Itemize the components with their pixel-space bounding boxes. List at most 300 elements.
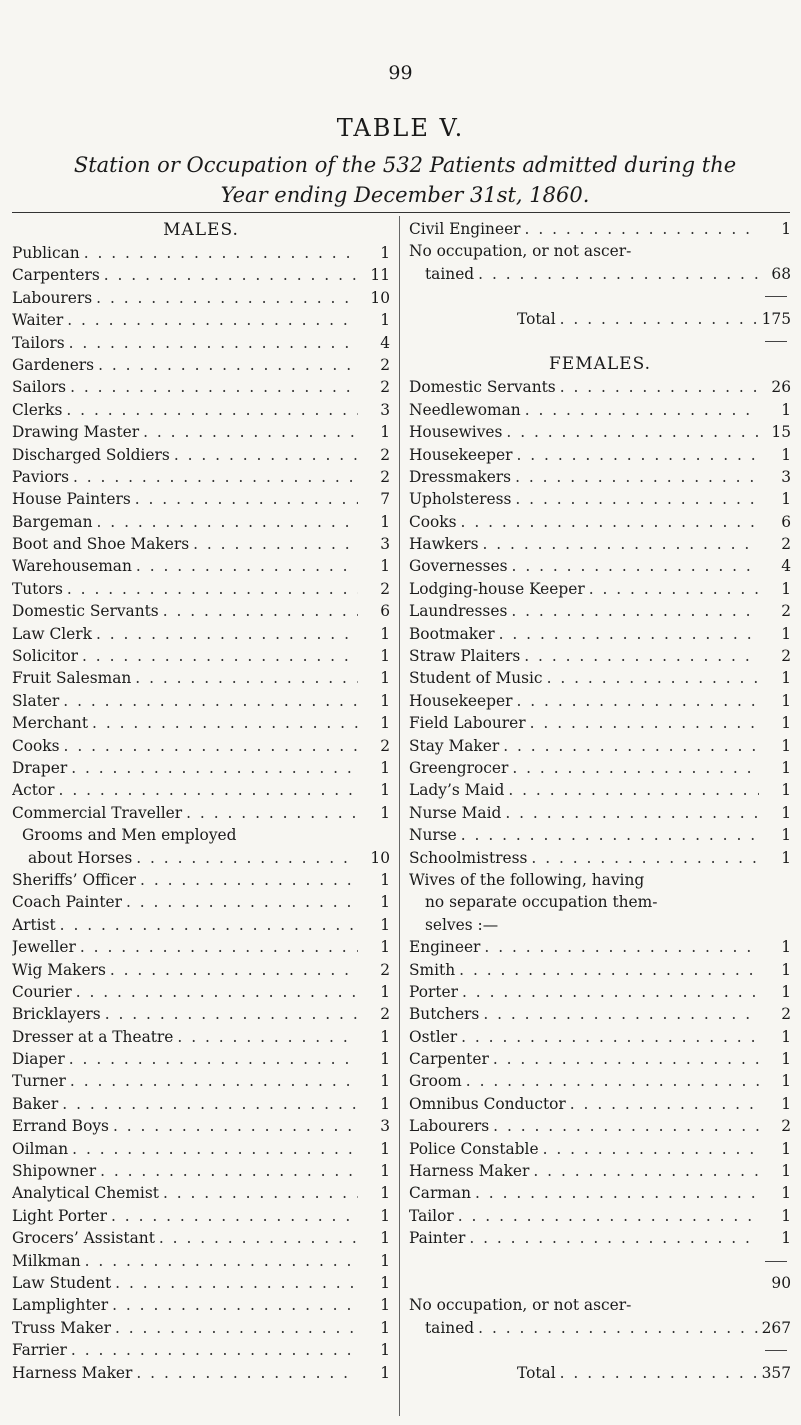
male-occupation-value: 1: [380, 311, 390, 330]
male-occupation-row: [12, 1026, 390, 1048]
males-list-2: [12, 869, 390, 1384]
wife-occupation-label: Ostler: [409, 1027, 458, 1046]
male-occupation-row: [12, 578, 390, 600]
wife-occupation-value: 1: [781, 1229, 791, 1248]
male-occupation-row: [12, 1003, 390, 1025]
civil-engineer-row: [409, 218, 791, 240]
male-occupation-label: Bricklayers: [12, 1005, 101, 1024]
male-occupation-label: Draper: [12, 758, 68, 777]
wife-occupation-row: [409, 1048, 791, 1070]
grooms-value: 10: [370, 848, 390, 867]
male-occupation-value: 1: [380, 893, 390, 912]
wife-occupation-label: Tailor: [409, 1206, 454, 1225]
males-list: [12, 242, 390, 824]
female-occupation-value: 1: [781, 445, 791, 464]
female-occupation-row: [409, 466, 791, 488]
male-occupation-label: Merchant: [12, 714, 89, 733]
male-occupation-row: [12, 1093, 390, 1115]
female-occupation-row: [409, 735, 791, 757]
male-occupation-label: Sailors: [12, 378, 67, 397]
male-occupation-value: 1: [380, 647, 390, 666]
male-occupation-row: [12, 511, 390, 533]
male-occupation-label: Waiter: [12, 311, 64, 330]
male-occupation-label: Light Porter: [12, 1206, 107, 1225]
female-occupation-label: Straw Plaiters: [409, 647, 521, 666]
males-no-occupation-row: [409, 263, 791, 285]
male-occupation-label: Law Student: [12, 1273, 112, 1292]
males-no-occupation-line-1: No occupation, or not ascer-: [409, 242, 632, 261]
female-occupation-value: 15: [771, 423, 791, 442]
female-occupation-value: 1: [781, 714, 791, 733]
female-occupation-value: 2: [781, 535, 791, 554]
male-occupation-value: 3: [380, 535, 390, 554]
wife-occupation-label: Police Constable: [409, 1139, 539, 1158]
male-occupation-label: Turner: [12, 1072, 66, 1091]
male-occupation-row: [12, 287, 390, 309]
male-occupation-row: [12, 1182, 390, 1204]
female-occupation-label: Cooks: [409, 512, 457, 531]
male-occupation-value: 1: [380, 982, 390, 1001]
female-occupation-label: Field Labourer: [409, 714, 526, 733]
female-occupation-row: [409, 444, 791, 466]
males-column: [12, 218, 390, 1384]
male-occupation-label: Solicitor: [12, 647, 79, 666]
male-occupation-row: [12, 332, 390, 354]
females-list: [409, 376, 791, 869]
male-occupation-value: 1: [380, 1139, 390, 1158]
wife-occupation-label: Smith: [409, 960, 456, 979]
male-occupation-label: Boot and Shoe Makers: [12, 535, 190, 554]
table-caption: [20, 150, 790, 210]
male-occupation-value: 2: [380, 355, 390, 374]
male-occupation-row: [12, 1227, 390, 1249]
wife-occupation-row: [409, 959, 791, 981]
male-occupation-label: Lamplighter: [12, 1296, 109, 1315]
female-occupation-value: 1: [781, 781, 791, 800]
male-occupation-value: 1: [380, 781, 390, 800]
male-occupation-value: 2: [380, 378, 390, 397]
female-occupation-label: Housekeeper: [409, 445, 513, 464]
male-occupation-value: 7: [380, 490, 390, 509]
male-occupation-row: [12, 869, 390, 891]
wife-occupation-value: 1: [781, 960, 791, 979]
female-occupation-value: 1: [781, 400, 791, 419]
male-occupation-value: 6: [380, 602, 390, 621]
females-subtotal-rule: [409, 1250, 791, 1272]
male-occupation-label: Carpenters: [12, 266, 100, 285]
male-occupation-value: 2: [380, 736, 390, 755]
male-occupation-label: Cooks: [12, 736, 60, 755]
male-occupation-row: [12, 981, 390, 1003]
male-occupation-row: [12, 623, 390, 645]
male-occupation-label: Bargeman: [12, 512, 93, 531]
female-occupation-label: Schoolmistress: [409, 848, 528, 867]
male-occupation-value: 2: [380, 445, 390, 464]
male-occupation-value: 1: [380, 1094, 390, 1113]
female-occupation-label: Governesses: [409, 557, 508, 576]
female-occupation-row: [409, 376, 791, 398]
male-occupation-label: Jeweller: [12, 938, 76, 957]
male-occupation-value: 1: [380, 624, 390, 643]
wife-occupation-row: [409, 1138, 791, 1160]
male-occupation-row: [12, 1070, 390, 1092]
females-no-occupation-row: [409, 1317, 791, 1339]
female-occupation-label: Domestic Servants: [409, 378, 556, 397]
wife-occupation-value: 2: [781, 1005, 791, 1024]
males-no-occupation-label: tained: [425, 264, 475, 283]
female-occupation-label: Dressmakers: [409, 467, 512, 486]
male-occupation-row: [12, 959, 390, 981]
females-total-value: 357: [761, 1363, 791, 1382]
female-occupation-value: 3: [781, 467, 791, 486]
male-occupation-label: Paviors: [12, 467, 69, 486]
female-occupation-value: 1: [781, 758, 791, 777]
male-occupation-label: Actor: [12, 781, 55, 800]
female-occupation-row: [409, 578, 791, 600]
male-occupation-value: 1: [380, 870, 390, 889]
male-occupation-label: Tailors: [12, 333, 65, 352]
female-occupation-label: Student of Music: [409, 669, 543, 688]
male-occupation-row: [12, 936, 390, 958]
male-occupation-row: [12, 264, 390, 286]
wives-line-1: Wives of the following, having: [409, 870, 645, 889]
male-occupation-label: Coach Painter: [12, 893, 122, 912]
males-no-occupation-value: 68: [771, 264, 791, 283]
female-occupation-value: 2: [781, 602, 791, 621]
civil-engineer-label: Civil Engineer: [409, 220, 521, 238]
females-no-occupation-value: 267: [761, 1318, 791, 1337]
wife-occupation-row: [409, 1182, 791, 1204]
male-occupation-row: [12, 779, 390, 801]
female-occupation-row: [409, 488, 791, 510]
male-occupation-value: 2: [380, 960, 390, 979]
female-occupation-row: [409, 712, 791, 734]
females-total-row: [409, 1362, 791, 1384]
wife-occupation-label: Labourers: [409, 1117, 490, 1136]
female-occupation-value: 1: [781, 579, 791, 598]
male-occupation-label: Labourers: [12, 288, 93, 307]
wife-occupation-row: [409, 1115, 791, 1137]
wife-occupation-label: Omnibus Conductor: [409, 1094, 566, 1113]
wife-occupation-label: Carpenter: [409, 1050, 489, 1069]
male-occupation-label: Milkman: [12, 1251, 81, 1270]
wife-occupation-row: [409, 1227, 791, 1249]
wife-occupation-value: 1: [781, 1094, 791, 1113]
male-occupation-value: 3: [380, 1117, 390, 1136]
female-occupation-value: 1: [781, 848, 791, 867]
female-occupation-row: [409, 757, 791, 779]
wife-occupation-row: [409, 1160, 791, 1182]
male-occupation-row: [12, 802, 390, 824]
wife-occupation-label: Butchers: [409, 1005, 480, 1024]
male-occupation-label: Warehouseman: [12, 557, 132, 576]
male-occupation-row: [12, 1205, 390, 1227]
male-occupation-value: 10: [370, 288, 390, 307]
female-occupation-value: 1: [781, 490, 791, 509]
male-occupation-row: [12, 376, 390, 398]
male-occupation-row: [12, 645, 390, 667]
male-occupation-value: 1: [380, 423, 390, 442]
column-divider: [399, 216, 400, 1416]
right-column: [409, 218, 791, 1384]
female-occupation-row: [409, 645, 791, 667]
caption-line-2: Year ending December 31st, 1860.: [220, 183, 590, 207]
male-occupation-label: Baker: [12, 1094, 59, 1113]
male-occupation-label: Publican: [12, 244, 80, 262]
female-occupation-row: [409, 667, 791, 689]
male-occupation-value: 1: [380, 1229, 390, 1248]
male-occupation-value: 1: [380, 691, 390, 710]
females-total-label: Total: [517, 1363, 556, 1382]
wife-occupation-value: 1: [781, 938, 791, 957]
females-heading: FEMALES.: [548, 354, 652, 375]
male-occupation-value: 1: [380, 1050, 390, 1069]
male-occupation-value: 1: [380, 915, 390, 934]
female-occupation-value: 1: [781, 669, 791, 688]
male-occupation-value: 1: [380, 803, 390, 822]
male-occupation-row: [12, 555, 390, 577]
wife-occupation-value: 1: [781, 1162, 791, 1181]
wife-occupation-value: 1: [781, 1050, 791, 1069]
male-occupation-row: [12, 914, 390, 936]
female-occupation-label: Laundresses: [409, 602, 508, 621]
female-occupation-row: [409, 847, 791, 869]
male-occupation-row: [12, 421, 390, 443]
female-occupation-row: [409, 421, 791, 443]
wife-occupation-value: 1: [781, 1184, 791, 1203]
male-occupation-value: 2: [380, 579, 390, 598]
caption-line-1: Station or Occupation of the 532 Patients admitted during the: [73, 153, 737, 177]
male-occupation-value: 11: [370, 266, 390, 285]
wife-occupation-row: [409, 1003, 791, 1025]
male-occupation-value: 1: [380, 557, 390, 576]
male-occupation-label: Truss Maker: [12, 1318, 111, 1337]
male-occupation-value: 1: [380, 1184, 390, 1203]
grooms-label: about Horses: [28, 848, 133, 867]
male-occupation-row: [12, 242, 390, 264]
male-occupation-row: [12, 1317, 390, 1339]
male-occupation-value: 3: [380, 400, 390, 419]
wife-occupation-row: [409, 936, 791, 958]
female-occupation-row: [409, 623, 791, 645]
wife-occupation-label: Painter: [409, 1229, 466, 1248]
male-occupation-row: [12, 1339, 390, 1361]
male-occupation-label: Slater: [12, 691, 60, 710]
female-occupation-row: [409, 533, 791, 555]
male-occupation-row: [12, 1272, 390, 1294]
wives-line-3: selves :—: [425, 915, 499, 934]
female-occupation-row: [409, 600, 791, 622]
wife-occupation-row: [409, 1070, 791, 1092]
female-occupation-label: Stay Maker: [409, 736, 500, 755]
wife-occupation-label: Porter: [409, 982, 459, 1001]
male-occupation-row: [12, 1160, 390, 1182]
male-occupation-row: [12, 1362, 390, 1384]
male-occupation-row: [12, 735, 390, 757]
male-occupation-label: Courier: [12, 982, 72, 1001]
male-occupation-row: [12, 399, 390, 421]
male-occupation-value: 2: [380, 467, 390, 486]
wife-occupation-row: [409, 1205, 791, 1227]
wife-occupation-value: 1: [781, 1072, 791, 1091]
wife-occupation-row: [409, 1026, 791, 1048]
females-no-occupation-line-1: No occupation, or not ascer-: [409, 1296, 632, 1315]
female-occupation-row: [409, 824, 791, 846]
male-occupation-row: [12, 1138, 390, 1160]
male-occupation-value: 1: [380, 512, 390, 531]
male-occupation-label: Artist: [12, 915, 56, 934]
female-occupation-value: 1: [781, 691, 791, 710]
female-occupation-label: Hawkers: [409, 535, 479, 554]
females-subtotal-value: 90: [771, 1273, 791, 1292]
male-occupation-value: 1: [380, 1072, 390, 1091]
female-occupation-label: Bootmaker: [409, 624, 495, 643]
female-occupation-label: Housekeeper: [409, 691, 513, 710]
female-occupation-value: 2: [781, 647, 791, 666]
male-occupation-label: Dresser at a Theatre: [12, 1027, 174, 1046]
female-occupation-label: Needlewoman: [409, 400, 521, 419]
female-occupation-value: 1: [781, 624, 791, 643]
males-total-row: [409, 308, 791, 330]
male-occupation-value: 1: [380, 1206, 390, 1225]
wife-occupation-value: 1: [781, 1027, 791, 1046]
male-occupation-value: 1: [380, 758, 390, 777]
females-total-rule: [409, 1339, 791, 1361]
male-occupation-label: Discharged Soldiers: [12, 445, 170, 464]
female-occupation-row: [409, 802, 791, 824]
males-total-value: 175: [761, 309, 791, 328]
male-occupation-label: Commercial Traveller: [12, 803, 183, 822]
male-occupation-label: House Painters: [12, 490, 131, 509]
male-occupation-row: [12, 690, 390, 712]
male-occupation-row: [12, 667, 390, 689]
male-occupation-label: Law Clerk: [12, 624, 92, 643]
female-occupation-value: 6: [781, 512, 791, 531]
male-occupation-value: 2: [380, 1005, 390, 1024]
male-occupation-row: [12, 1048, 390, 1070]
male-occupation-label: Harness Maker: [12, 1363, 133, 1382]
females-no-occupation-label: tained: [425, 1318, 475, 1337]
male-occupation-row: [12, 309, 390, 331]
male-occupation-label: Shipowner: [12, 1162, 97, 1181]
male-occupation-row: [12, 1250, 390, 1272]
male-occupation-row: [12, 444, 390, 466]
male-occupation-value: 1: [380, 244, 390, 262]
male-occupation-label: Oilman: [12, 1139, 69, 1158]
female-occupation-label: Upholsteress: [409, 490, 512, 509]
female-occupation-row: [409, 399, 791, 421]
male-occupation-label: Farrier: [12, 1341, 67, 1360]
male-occupation-row: [12, 600, 390, 622]
male-occupation-label: Errand Boys: [12, 1117, 109, 1136]
male-occupation-value: 1: [380, 1251, 390, 1270]
males-heading: MALES.: [163, 220, 239, 240]
male-occupation-value: 1: [380, 1162, 390, 1181]
wife-occupation-value: 2: [781, 1117, 791, 1136]
civil-engineer-value: 1: [781, 220, 791, 238]
female-occupation-label: Greengrocer: [409, 758, 509, 777]
wife-occupation-label: Carman: [409, 1184, 471, 1203]
male-occupation-label: Fruit Salesman: [12, 669, 132, 688]
female-occupation-label: Lady’s Maid: [409, 781, 505, 800]
male-occupation-row: [12, 488, 390, 510]
wife-occupation-value: 1: [781, 982, 791, 1001]
female-occupation-value: 26: [771, 378, 791, 397]
male-occupation-row: [12, 1294, 390, 1316]
female-occupation-value: 1: [781, 736, 791, 755]
males-total-underline: [409, 330, 791, 352]
male-occupation-value: 1: [380, 1273, 390, 1292]
female-occupation-row: [409, 511, 791, 533]
header-rule: [12, 212, 790, 213]
male-occupation-value: 1: [380, 669, 390, 688]
male-occupation-value: 4: [380, 333, 390, 352]
female-occupation-row: [409, 779, 791, 801]
wife-occupation-row: [409, 1093, 791, 1115]
female-occupation-label: Nurse: [409, 826, 457, 845]
wives-line-2: no separate occupation them-: [425, 893, 658, 912]
male-occupation-row: [12, 1115, 390, 1137]
female-occupation-row: [409, 690, 791, 712]
female-occupation-value: 4: [781, 557, 791, 576]
male-occupation-row: [12, 891, 390, 913]
wives-list: [409, 936, 791, 1249]
male-occupation-label: Sheriffs’ Officer: [12, 870, 137, 889]
male-occupation-row: [12, 712, 390, 734]
female-occupation-label: Nurse Maid: [409, 803, 502, 822]
table-title: TABLE V.: [336, 114, 465, 142]
male-occupation-value: 1: [380, 938, 390, 957]
male-occupation-value: 1: [380, 714, 390, 733]
wife-occupation-label: Harness Maker: [409, 1162, 530, 1181]
female-occupation-label: Housewives: [409, 423, 503, 442]
wife-occupation-label: Groom: [409, 1072, 462, 1091]
wife-occupation-row: [409, 981, 791, 1003]
male-occupation-value: 1: [380, 1296, 390, 1315]
grooms-line-1: Grooms and Men employed: [22, 826, 237, 845]
male-occupation-value: 1: [380, 1027, 390, 1046]
male-occupation-label: Drawing Master: [12, 423, 140, 442]
females-subtotal-row: [409, 1272, 791, 1294]
grooms-row: [12, 847, 390, 869]
wife-occupation-value: 1: [781, 1206, 791, 1225]
male-occupation-row: [12, 533, 390, 555]
male-occupation-label: Analytical Chemist: [12, 1184, 159, 1203]
male-occupation-value: 1: [380, 1341, 390, 1360]
male-occupation-label: Wig Makers: [12, 960, 106, 979]
male-occupation-row: [12, 466, 390, 488]
male-occupation-label: Gardeners: [12, 355, 95, 374]
wife-occupation-value: 1: [781, 1139, 791, 1158]
female-occupation-label: Lodging-house Keeper: [409, 579, 585, 598]
males-total-rule: [409, 285, 791, 307]
male-occupation-label: Grocers’ Assistant: [12, 1229, 155, 1248]
male-occupation-label: Clerks: [12, 400, 63, 419]
page-number: 99: [388, 62, 413, 84]
wife-occupation-label: Engineer: [409, 938, 481, 957]
female-occupation-row: [409, 555, 791, 577]
male-occupation-label: Domestic Servants: [12, 602, 159, 621]
male-occupation-label: Diaper: [12, 1050, 65, 1069]
male-occupation-value: 1: [380, 1318, 390, 1337]
males-total-label: Total: [517, 309, 556, 328]
male-occupation-label: Tutors: [12, 579, 63, 598]
female-occupation-value: 1: [781, 826, 791, 845]
male-occupation-value: 1: [380, 1363, 390, 1382]
female-occupation-value: 1: [781, 803, 791, 822]
male-occupation-row: [12, 354, 390, 376]
male-occupation-row: [12, 757, 390, 779]
